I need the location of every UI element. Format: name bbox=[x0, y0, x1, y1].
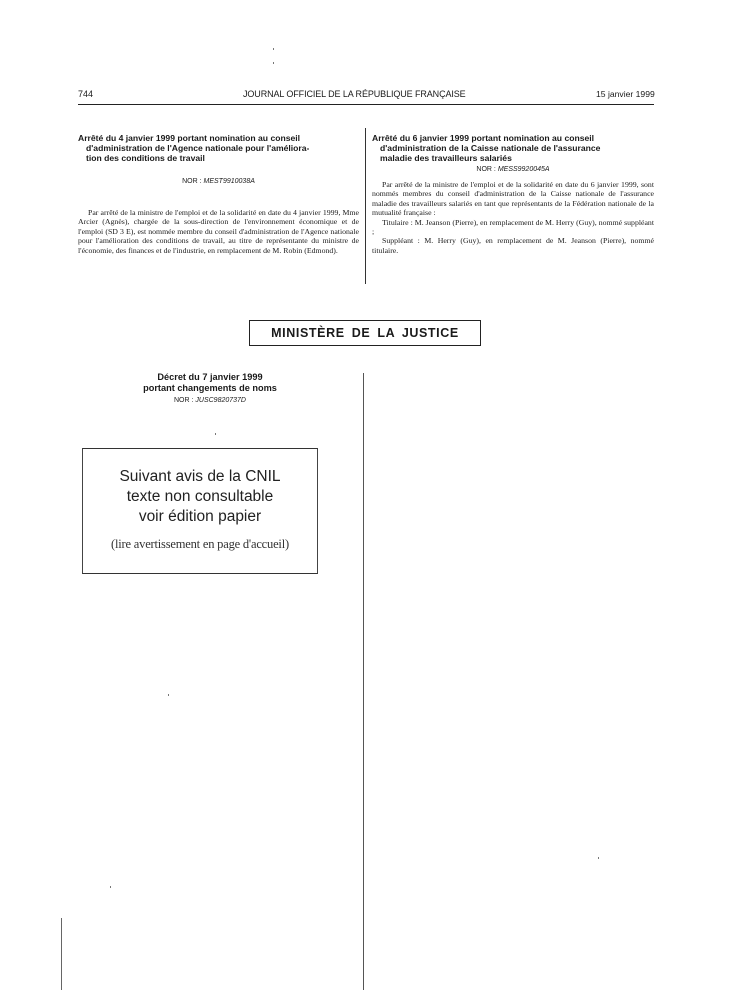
title-line: Arrêté du 4 janvier 1999 portant nomination au conseil bbox=[78, 133, 301, 143]
decree-title-line: portant changements de noms bbox=[143, 383, 277, 393]
title-line: Arrêté du 6 janvier 1999 portant nomination au conseil bbox=[372, 133, 595, 143]
nor-code: JUSC9820737D bbox=[195, 397, 246, 404]
cnil-note: (lire avertissement en page d'accueil) bbox=[111, 537, 289, 551]
header-rule bbox=[78, 104, 654, 105]
title-line: d'administration de l'Agence nationale pour l'améliora- bbox=[86, 143, 310, 153]
page-number: 744 bbox=[78, 89, 94, 99]
left-article-nor bbox=[78, 178, 359, 185]
nor-prefix: NOR : bbox=[174, 397, 194, 404]
decree-title-line: Décret du 7 janvier 1999 bbox=[157, 372, 263, 382]
cnil-notice-text bbox=[83, 467, 317, 527]
scan-speck bbox=[273, 48, 274, 50]
left-article-body bbox=[78, 208, 359, 255]
cnil-line: texte non consultable bbox=[126, 488, 274, 505]
decree-heading bbox=[110, 372, 310, 404]
scan-speck bbox=[598, 857, 599, 859]
nor-code: MEST9910038A bbox=[203, 178, 255, 185]
scan-speck bbox=[110, 886, 111, 888]
paragraph: Titulaire : M. Jeanson (Pierre), en remplacement de M. Herry (Guy), nommé suppléant ; bbox=[372, 217, 654, 237]
left-article-title bbox=[78, 133, 359, 163]
right-article-body bbox=[372, 180, 654, 255]
left-article bbox=[78, 133, 359, 255]
nor-prefix: NOR : bbox=[182, 178, 202, 185]
title-line: maladie des travailleurs salariés bbox=[380, 153, 512, 163]
column-divider-bottom bbox=[363, 373, 364, 990]
title-line: tion des conditions de travail bbox=[86, 153, 205, 163]
nor-code: MESS9920045A bbox=[497, 166, 550, 173]
scan-speck bbox=[273, 62, 274, 64]
right-article bbox=[372, 133, 654, 255]
margin-mark bbox=[61, 918, 62, 990]
paragraph: Par arrêté de la ministre de l'emploi et de la solidarité en date du 6 janvier 1999, sont nommés membres du conseil d'administration de la Caisse nationale de l'assurance maladie des travailleurs salariés en tant que représentants de la Fédération nationale de la mutualité française : bbox=[372, 180, 654, 218]
ministry-banner bbox=[249, 320, 481, 346]
decree-nor bbox=[110, 397, 310, 404]
scan-speck bbox=[168, 694, 169, 696]
nor-prefix: NOR : bbox=[476, 166, 496, 173]
cnil-notice-box bbox=[82, 448, 318, 574]
journal-title: JOURNAL OFFICIEL DE LA RÉPUBLIQUE FRANÇAISE bbox=[243, 89, 466, 99]
issue-date: 15 janvier 1999 bbox=[596, 89, 655, 99]
right-article-title bbox=[372, 133, 654, 163]
right-article-nor bbox=[372, 166, 654, 173]
column-divider-top bbox=[365, 128, 366, 284]
paragraph: Suppléant : M. Herry (Guy), en remplacement de M. Jeanson (Pierre), nommé titulaire. bbox=[372, 236, 654, 255]
ministry-banner-label: MINISTÈRE DE LA JUSTICE bbox=[271, 326, 459, 340]
paragraph: Par arrêté de la ministre de l'emploi et de la solidarité en date du 4 janvier 1999, Mme Arcier (Agnès), chargée de la sous-direction de l'environnement économique et de l'emploi (SD 3 E), est nommée membre du conseil d'administration de l'Agence nationale pour l'amélioration des conditions de travail, au titre de représentante du ministre de l'économie, des finances et de l'industrie, en remplacement de M. Robin (Edmond). bbox=[78, 208, 359, 255]
cnil-line: voir édition papier bbox=[138, 508, 262, 525]
cnil-line: Suivant avis de la CNIL bbox=[119, 468, 281, 485]
scan-speck bbox=[215, 433, 216, 435]
title-line: d'administration de la Caisse nationale de l'assurance bbox=[380, 143, 601, 153]
